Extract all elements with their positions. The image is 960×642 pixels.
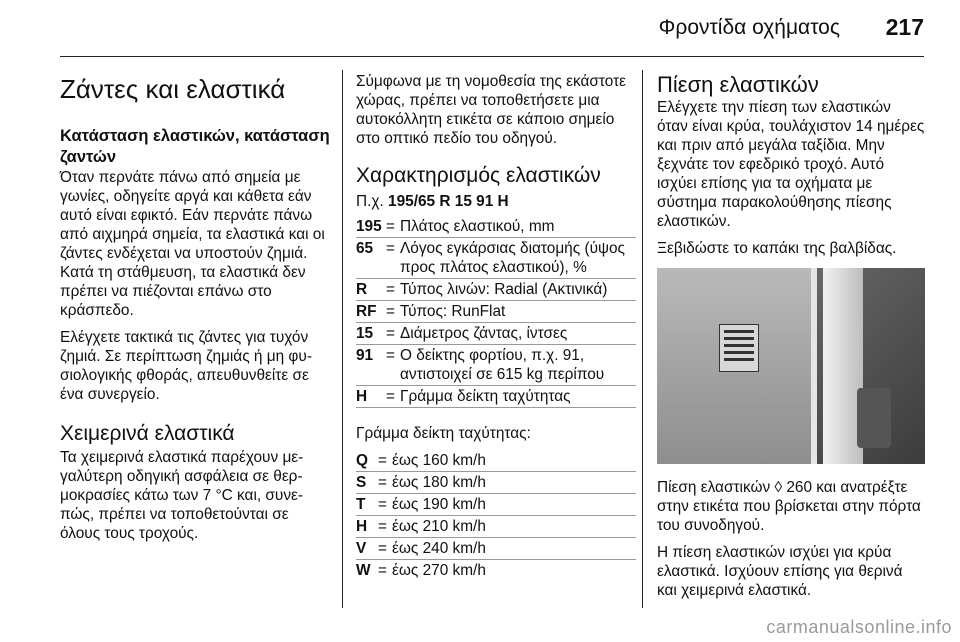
door-hinge <box>857 388 891 448</box>
column-2 <box>356 72 636 580</box>
heading-tire-pressure: Πίεση ελαστικών <box>657 72 819 97</box>
chapter-title: Ζάντες και ελαστικά <box>60 74 286 104</box>
watermark: carmanualsonline.info <box>766 617 952 637</box>
table-row: 91 = Ο δείκτης φορτίου, π.χ. 91, αντιστοιχεί σε 615 kg περίπου <box>356 345 636 386</box>
paragraph: Ελέγχετε τακτικά τις ζάντες για τυχόν ζημιά. Σε περίπτωση ζημιάς ή μη φυσιολογικής φθοράς, απευθυνθείτε σε ένα συνεργείο. <box>60 329 312 403</box>
heading-winter-tires: Χειμερινά ελαστικά <box>60 422 235 445</box>
paragraph: Πίεση ελαστικών ◊ 260 και ανατρέξτε στην ετικέτα που βρίσκεται στην πόρτα του συνοδηγού. <box>657 479 921 534</box>
speed-index-intro: Γράμμα δείκτη ταχύτητας: <box>356 425 531 442</box>
paragraph: Ελέγχετε την πίεση των ελαστικών όταν είναι κρύα, τουλάχιστον 14 ημέρες και πριν από μεγάλα ταξίδια. Μην ξεχνάτε τον εφεδρικό τροχό. Αυτό ισχύει επίσης για τα οχήματα με σύστημα παρακολούθησης πίεσης ελαστικών. <box>657 99 925 230</box>
table-row: T = έως 190 km/h <box>356 494 636 516</box>
table-row: H = έως 210 km/h <box>356 516 636 538</box>
table-row: 195 = Πλάτος ελαστικού, mm <box>356 217 636 238</box>
page-header <box>0 0 960 58</box>
page-number: 217 <box>885 14 924 40</box>
column-1 <box>60 72 330 551</box>
table-row: RF = Τύπος: RunFlat <box>356 301 636 323</box>
paragraph: Ξεβιδώστε το καπάκι της βαλβίδας. <box>657 240 897 257</box>
subheading-tire-condition: Κατάσταση ελαστικών, κατάσταση ζαντών <box>60 127 330 166</box>
paragraph: Σύμφωνα με τη νομοθεσία της εκάστοτε χώρας, πρέπει να τοποθετήσετε μια αυτοκόλλητη ετικέτα σε κάποιο σημείο στο οπτικό πεδίο του οδηγού. <box>356 73 627 147</box>
example-prefix: Π.χ. <box>356 193 384 210</box>
table-row: H = Γράμμα δείκτη ταχύτητας <box>356 386 636 408</box>
paragraph: Τα χειμερινά ελαστικά παρέχουν μεγαλύτερη οδηγική ασφάλεια σε θερμοκρασίες κάτω των 7 °C και, συνεπώς, πρέπει να τοποθετούνται σε όλους τους τροχούς. <box>60 449 304 542</box>
designation-table <box>356 217 636 408</box>
table-row: 15 = Διάμετρος ζάντας, ίντσες <box>356 323 636 345</box>
column-3 <box>657 72 925 608</box>
table-row: W = έως 270 km/h <box>356 562 486 579</box>
speed-index-table <box>356 451 636 580</box>
column-divider <box>642 70 643 608</box>
table-row: S = έως 180 km/h <box>356 472 636 494</box>
tire-pressure-label-photo <box>657 268 925 464</box>
pressure-label-sticker <box>719 324 759 372</box>
column-divider <box>342 70 343 608</box>
table-row: 65 = Λόγος εγκάρσιας διατομής (ύψος προς πλάτος ελαστικού), % <box>356 238 636 279</box>
heading-tire-designation: Χαρακτηρισμός ελαστικών <box>356 164 601 187</box>
section-title: Φροντίδα οχήματος <box>658 16 840 39</box>
paragraph: Όταν περνάτε πάνω από σημεία με γωνίες, οδηγείτε αργά και κάθετα εάν αυτό είναι εφικτό. Εάν περνάτε πάνω από αιχμηρά σημεία, τα ελαστικά και οι ζάντες ενδέχεται να υποστούν ζημιά. Κατά τη στάθμευση, τα ελαστικά δεν πρέπει να πιέζονται επάνω στο κράσπεδο. <box>60 169 325 319</box>
example-code: 195/65 R 15 91 H <box>388 193 509 210</box>
table-row: R = Τύπος λινών: Radial (Ακτινικά) <box>356 279 636 301</box>
designation-example <box>356 192 636 211</box>
header-rule <box>60 56 924 57</box>
paragraph: Η πίεση ελαστικών ισχύει για κρύα ελαστικά. Ισχύουν επίσης για θερινά και χειμερινά ελαστικά. <box>657 544 903 599</box>
table-row: Q = έως 160 km/h <box>356 451 636 472</box>
table-row: V = έως 240 km/h <box>356 538 636 560</box>
